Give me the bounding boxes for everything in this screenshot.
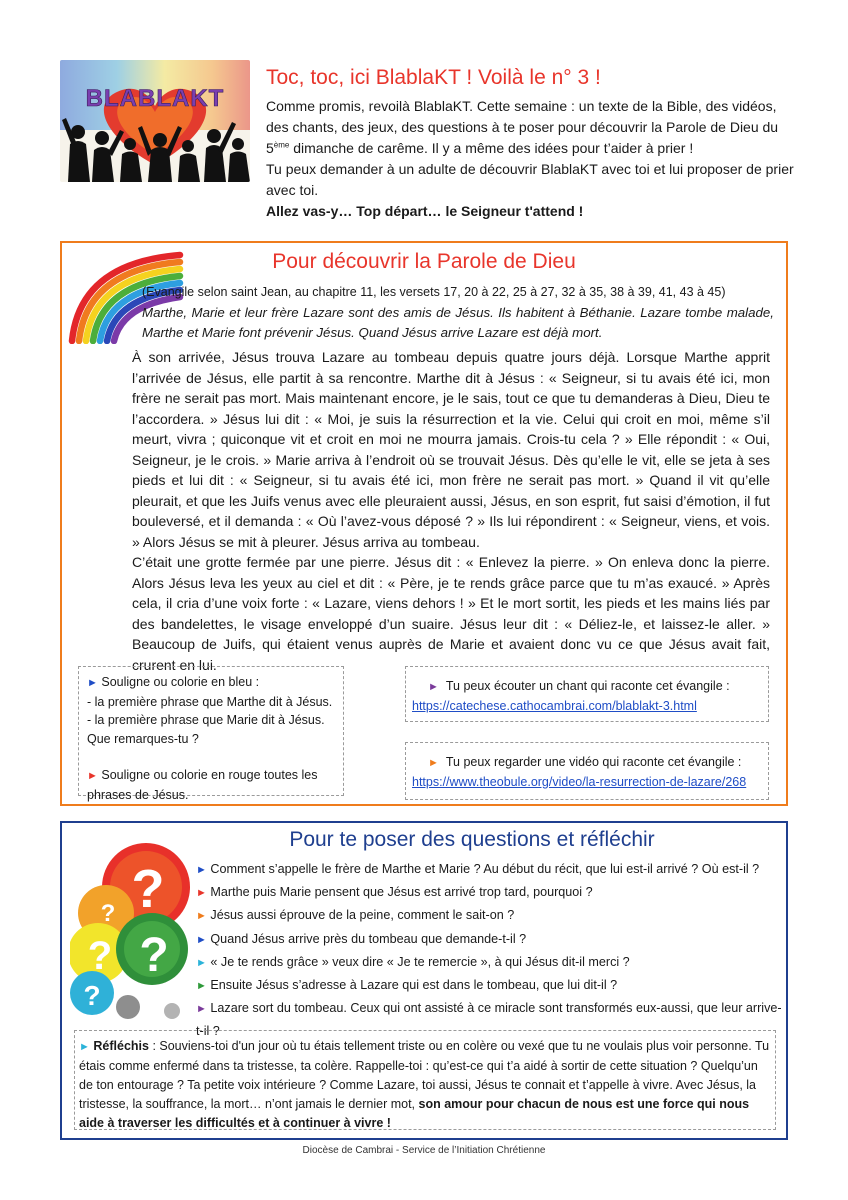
activity-text-5: Souligne ou colorie en rouge toutes les phrases de Jésus. [87,768,318,802]
triangle-icon: ► [87,677,98,689]
song-link[interactable]: https://catechese.cathocambrai.com/blablakt-3.html [412,698,697,713]
song-box [405,666,769,722]
page-title: Toc, toc, ici BlablaKT ! Voilà le n° 3 ! [266,66,601,89]
header [266,64,796,222]
reflect-bold-end: son amour pour chacun de nous est une force qui nous aide à traverser les difficultés et à continuer à vivre ! [79,1097,750,1130]
video-box [405,742,769,800]
question-text: Marthe puis Marie pensent que Jésus est arrivé trop tard, pourquoi ? [210,885,593,900]
triangle-icon: ► [196,864,207,876]
intro-paragraph-3: Allez vas-y… Top départ… le Seigneur t'attend ! [266,203,584,219]
intro-paragraph-2: Tu peux demander à un adulte de découvrir BlablaKT avec toi et lui proposer de prier avec toi. [266,161,794,198]
question-text: Comment s’appelle le frère de Marthe et Marie ? Au début du récit, que lui est-il arrivé ? Où est-il ? [210,862,760,876]
logo-text: BLABLAKT [85,85,225,112]
triangle-icon: ► [87,770,98,782]
question-text: Quand Jésus arrive près du tombeau que demande-t-il ? [210,931,527,946]
blablakt-logo [60,60,250,182]
svg-text:?: ? [131,859,165,919]
video-link[interactable]: https://www.theobule.org/video/la-resurrection-de-lazare/268 [412,774,747,789]
intro [266,96,796,222]
intro-text-b: dimanche de carême. Il y a même des idées pour t’aider à prier ! [289,140,694,156]
triangle-icon: ► [428,681,439,693]
svg-text:?: ? [87,934,113,978]
svg-text:?: ? [139,929,169,982]
song-link-row [412,697,762,716]
question-text: Ensuite Jésus s’adresse à Lazare qui est dans le tombeau, que lui dit-il ? [210,978,618,993]
questions-section [60,821,788,1140]
question-text: Jésus aussi éprouve de la peine, comment le sait-on ? [210,908,515,923]
video-label [412,753,762,773]
question-marks-icon [70,837,194,1023]
video-label-text: Tu peux regarder une vidéo qui raconte cet évangile : [445,755,742,769]
footer: Diocèse de Cambrai - Service de l’Initiation Chrétienne [302,1145,546,1156]
activity-line-4: Que remarques-tu ? [87,731,199,746]
activity-line-5 [87,766,335,804]
question-item [196,858,786,881]
question-item [196,974,786,997]
gospel-paragraph-2: C’était une grotte fermée par une pierre. Jésus dit : « Enlevez la pierre. » On enleva donc la pierre. Alors Jésus leva les yeux au ciel et dit : « Père, je te rends grâce parce que tu m’as exaucé. » Après cela, il cria d’une voix forte : « Lazare, viens dehors ! » Et le mort sortit, les pieds et les mains liés par des bandelettes, le visage enveloppé d’un suaire. Jésus leur dit : « Déliez-le, et laissez-le aller. » Beaucoup de Juifs, qui étaient venus auprès de Marie et avaient donc vu ce que Jésus avait fait, crurent en lui. [132,554,770,673]
triangle-icon: ► [196,980,207,993]
activity-line-2: - la première phrase que Marthe dit à Jésus. [87,694,333,709]
question-text: Lazare sort du tombeau. Ceux qui ont assisté à ce miracle sont transformés eux-aussi, que leur arrive-t-il ? [196,1001,782,1039]
activity-line-3: - la première phrase que Marie dit à Jésus. [87,713,325,727]
gospel-reference: (Evangile selon saint Jean, au chapitre 11, les versets 17, 20 à 22, 25 à 27, 32 à 35, 38 à 39, 41, 43 à 45) [142,285,726,299]
svg-text:?: ? [100,900,116,927]
gospel-section [60,241,788,806]
triangle-icon: ► [196,933,207,946]
question-item [196,904,786,927]
question-item [196,881,786,904]
intro-paragraph-1 [266,96,796,159]
triangle-icon: ► [196,956,207,969]
intro-text-a: Comme promis, revoilà BlablaKT. Cette semaine : un texte de la Bible, des vidéos, des chants, des jeux, des questions à te poser pour découvrir la Parole de Dieu du 5 [266,98,779,156]
triangle-icon: ► [428,757,439,769]
question-item [196,928,786,951]
svg-text:?: ? [83,980,101,1011]
activity-box [78,666,344,802]
question-text: « Je te rends grâce » veux dire « Je te remercie », à qui Jésus dit-il merci ? [210,954,630,969]
reflect-text: : Souviens-toi d'un jour où tu étais tellement triste ou en colère ou vexé que tu ne voulais plus voir personne. Tu étais comme enfermé dans ta tristesse, ta colère. Rappelle-toi : qu’est-ce qui t’a aidé à sortir de cette situation ? Quelqu’un de ton entourage ? Ta petite voix intérieure ? Comme Lazare, toi aussi, Jésus te connait et t’appelle à vivre. Avec Jésus, la tristesse, la souffrance, la mort… n’ont jamais le dernier mot, [79,1039,770,1111]
questions-section-title: Pour te poser des questions et réfléchir [289,828,655,851]
activity-text-1: Souligne ou colorie en bleu : [101,675,260,689]
triangle-icon: ► [79,1041,90,1053]
gospel-summary: Marthe, Marie et leur frère Lazare sont des amis de Jésus. Ils habitent à Béthanie. Lazare tombe malade, Marthe et Marie font prévenir Jésus. Quand Jésus arrive Lazare est déjà mort. [142,305,774,340]
reflect-box [74,1030,776,1130]
song-label [412,677,762,697]
triangle-icon: ► [196,887,207,900]
activity-line-1 [87,673,335,693]
gospel-text [132,347,770,675]
video-link-row [412,773,762,792]
triangle-icon: ► [196,1003,207,1016]
triangle-icon: ► [196,910,207,923]
gospel-section-title: Pour découvrir la Parole de Dieu [272,250,576,273]
gospel-paragraph-1: À son arrivée, Jésus trouva Lazare au tombeau depuis quatre jours déjà. Lorsque Marthe apprit l’arrivée de Jésus, elle partit à sa rencontre. Marthe dit à Jésus : « Seigneur, si tu avais été ici, mon frère ne serait pas mort. Mais maintenant encore, je le sais, tout ce que tu demanderas à Dieu, Dieu te l’accordera. » Jésus lui dit : « Moi, je suis la résurrection et la vie. Celui qui croit en moi, même s’il meurt, vivra ; quiconque vit et croit en moi ne mourra jamais. Crois-tu cela ? » Elle répondit : « Oui, Seigneur, je le crois. » Marie arriva à l’endroit où se trouvait Jésus. Dès qu’elle le vit, elle se jeta à ses pieds et lui dit : « Seigneur, si tu avais été ici, mon frère ne serait pas mort. » Quand il vit qu’elle pleurait, et que les Juifs venus avec elle pleuraient aussi, Jésus, en son esprit, fut saisi d’émotion, il fut bouleversé, et il demanda : « Où l’avez-vous déposé ? » Ils lui répondirent : « Seigneur, viens, et vois. » Alors Jésus se mit à pleurer. Jésus arriva au tombeau. [132,349,770,550]
intro-superscript: ème [273,140,290,150]
song-label-text: Tu peux écouter un chant qui raconte cet évangile : [445,679,730,693]
reflect-label: Réfléchis [93,1039,149,1053]
questions-list [196,858,786,1043]
question-item [196,951,786,974]
